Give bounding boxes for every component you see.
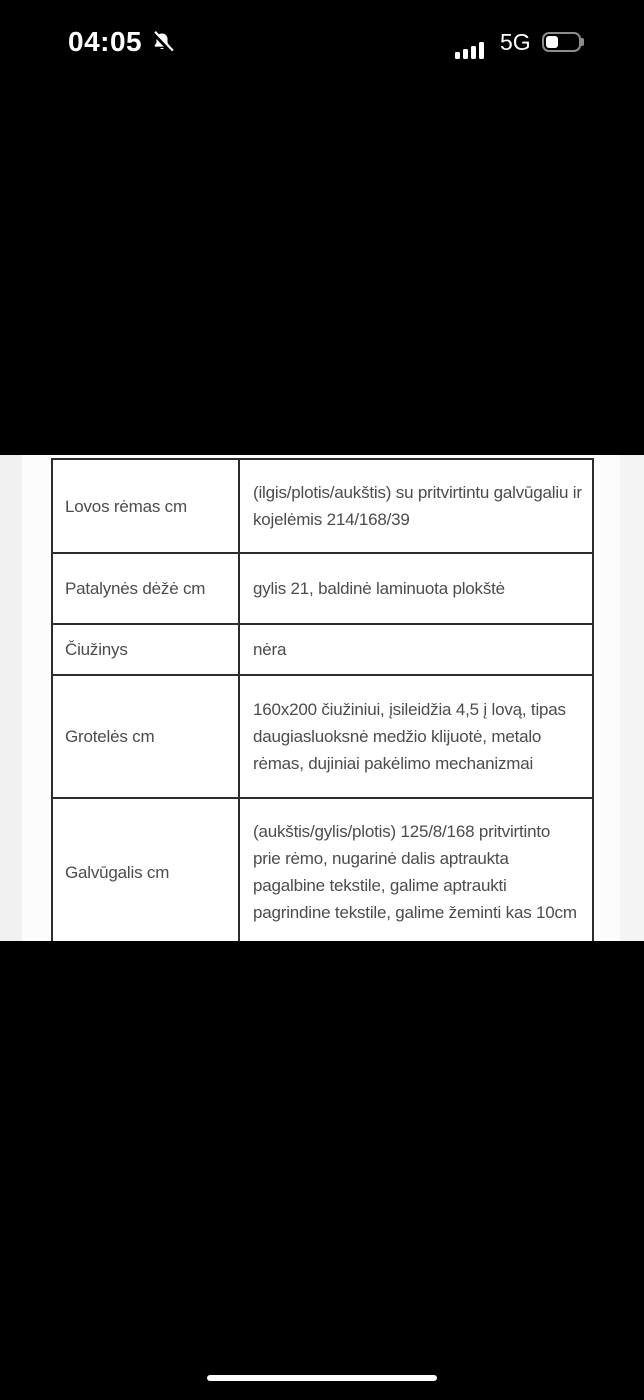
clock: 04:05 bbox=[68, 26, 143, 57]
status-bar bbox=[0, 0, 644, 90]
page-right-margin bbox=[620, 455, 644, 941]
battery-low-icon bbox=[542, 32, 581, 52]
page-left-margin bbox=[0, 455, 22, 941]
page-content bbox=[0, 455, 644, 941]
spec-label-cell: Galvūgalis cm bbox=[52, 798, 239, 941]
spec-value-cell: (ilgis/plotis/aukštis) su pritvirtintu galvūgaliu ir kojelėmis 214/168/39 bbox=[239, 459, 593, 553]
spec-label-cell: Grotelės cm bbox=[52, 675, 239, 798]
table-row bbox=[52, 675, 593, 798]
spec-table bbox=[51, 458, 594, 941]
spec-value-cell: 160x200 čiužiniui, įsileidžia 4,5 į lovą, tipas daugiasluoksnė medžio klijuotė, metalo rėmas, dujiniai pakėlimo mechanizmai bbox=[239, 675, 593, 798]
signal-bars-icon bbox=[455, 41, 491, 59]
spec-label-cell: Lovos rėmas cm bbox=[52, 459, 239, 553]
home-indicator-handle[interactable] bbox=[207, 1375, 437, 1381]
table-row bbox=[52, 798, 593, 941]
spec-label-cell: Čiužinys bbox=[52, 624, 239, 675]
table-row bbox=[52, 459, 593, 553]
spec-label-cell: Patalynės dėžė cm bbox=[52, 553, 239, 624]
bell-slash-icon bbox=[149, 30, 175, 56]
network-type-label: 5G bbox=[500, 29, 531, 55]
spec-value-cell: gylis 21, baldinė laminuota plokštė bbox=[239, 553, 593, 624]
spec-value-cell: (aukštis/gylis/plotis) 125/8/168 pritvirtinto prie rėmo, nugarinė dalis aptraukta pagalbine tekstile, galime aptraukti pagrindine tekstile, galime žeminti kas 10cm bbox=[239, 798, 593, 941]
spec-value-cell: nėra bbox=[239, 624, 593, 675]
table-row bbox=[52, 553, 593, 624]
table-row bbox=[52, 624, 593, 675]
